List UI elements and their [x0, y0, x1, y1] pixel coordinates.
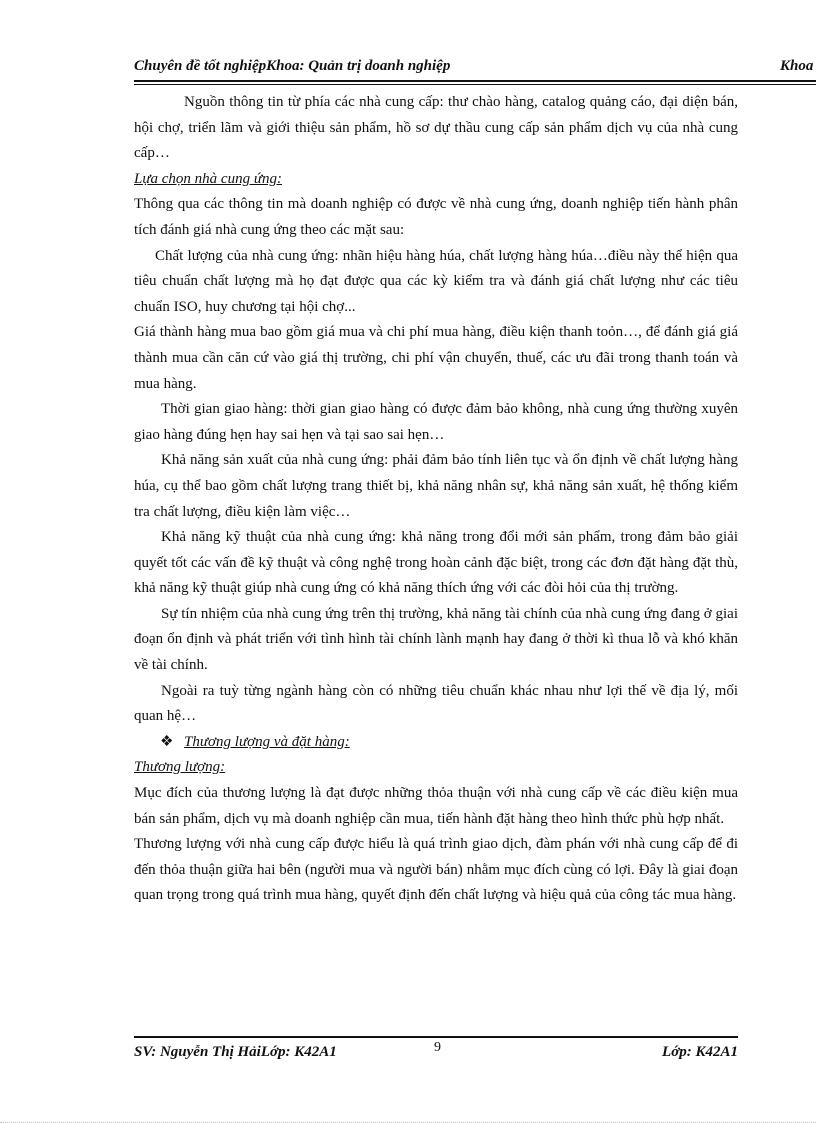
page-header — [134, 56, 816, 80]
bullet-heading — [134, 730, 738, 756]
paragraph: Mục đích của thương lượng là đạt được những thỏa thuận với nhà cung cấp về các điều kiện mua bán sản phẩm, dịch vụ mà doanh nghiệp cần mua, tiến hành đặt hàng theo hình thức phù hợp nhất. — [134, 785, 738, 827]
footer-student: SV: Nguyễn Thị HảiLớp: K42A1 — [134, 1044, 337, 1060]
footer-rule — [134, 1036, 738, 1038]
page-number: 9 — [434, 1040, 441, 1055]
heading-text: Lựa chọn nhà cung ứng: — [134, 170, 283, 187]
section-heading — [134, 755, 738, 781]
document-body — [134, 90, 738, 909]
header-title: Chuyên đề tốt nghiệpKhoa: Quản trị doanh nghiệp — [134, 58, 451, 74]
paragraph: Chất lượng của nhà cung ứng: nhãn hiệu hàng húa, chất lượng hàng húa…điều này thể hiện qua tiêu chuẩn chất lượng mà họ đạt được qua các kỳ kiểm tra và đánh giá chất lượng như các tiêu chuẩn ISO, huy chương tại hội chợ... — [134, 247, 738, 315]
paragraph: Thời gian giao hàng: thời gian giao hàng có được đảm bảo không, nhà cung ứng thường xuyên giao hàng đúng hẹn hay sai hẹn và tại sao sai hẹn… — [134, 401, 738, 443]
section-heading — [134, 167, 738, 193]
paragraph: Sự tín nhiệm của nhà cung ứng trên thị trường, khả năng tài chính của nhà cung ứng đang ở giai đoạn ổn định và phát triển với tình hình tài chính lành mạnh hay đang ở thời kì thua lỗ và khó khăn về tài chính. — [134, 605, 738, 674]
page-footer — [134, 1040, 738, 1066]
header-right: Khoa — [780, 58, 814, 74]
paragraph: Khả năng sản xuất của nhà cung ứng: phải đảm bảo tính liên tục và ổn định về chất lượng hàng húa, cụ thể bao gồm chất lượng trang thiết bị, khả năng nhân sự, khả năng sản xuất, hệ thống kiểm tra chất lượng, điều kiện làm việc… — [134, 452, 738, 520]
paragraph: Thông qua các thông tin mà doanh nghiệp có được về nhà cung ứng, doanh nghiệp tiến hành phân tích đánh giá nhà cung ứng theo các mặt sau: — [134, 196, 738, 238]
paragraph: Nguồn thông tin từ phía các nhà cung cấp: thư chào hàng, catalog quảng cáo, đại diện bán, hội chợ, triển lãm và giới thiệu sản phẩm, hồ sơ dự thầu cung cấp sản phẩm dịch vụ của nhà cung cấp… — [134, 94, 738, 162]
footer-class: Lớp: K42A1 — [662, 1044, 738, 1060]
paragraph: Khả năng kỹ thuật của nhà cung ứng: khả năng trong đổi mới sản phẩm, trong đảm bảo giải quyết tốt các vấn đề kỹ thuật và công nghệ trong hoàn cảnh đặc biệt, trong các đơn đặt hàng đặt thù, khả năng kỹ thuật giúp nhà cung ứng có khả năng thích ứng với các đòi hỏi của thị trường. — [134, 529, 738, 597]
heading-text: Thương lượng: — [134, 759, 226, 776]
header-rule — [134, 80, 816, 85]
paragraph: Ngoài ra tuỳ từng ngành hàng còn có những tiêu chuẩn khác nhau như lợi thế về địa lý, mối quan hệ… — [134, 682, 738, 725]
diamond-bullet-icon: ❖ — [160, 733, 174, 750]
paragraph: Thương lượng với nhà cung cấp được hiểu là quá trình giao dịch, đàm phán với nhà cung cấp để đi đến thỏa thuận giữa hai bên (người mua và người bán) nhằm mục đích cùng có lợi. Đây là giai đoạn quan trọng trong quá trình mua hàng, quyết định đến chất lượng và hiệu quả của công tác mua hàng. — [134, 836, 738, 904]
bullet-heading-text: Thương lượng và đặt hàng: — [184, 733, 350, 750]
paragraph: Giá thành hàng mua bao gồm giá mua và chi phí mua hàng, điều kiện thanh toỏn…, để đánh giá giá thành mua cần căn cứ vào giá thị trường, chi phí vận chuyển, thuế, các ưu đãi trong thanh toán và mua hàng. — [134, 324, 738, 392]
